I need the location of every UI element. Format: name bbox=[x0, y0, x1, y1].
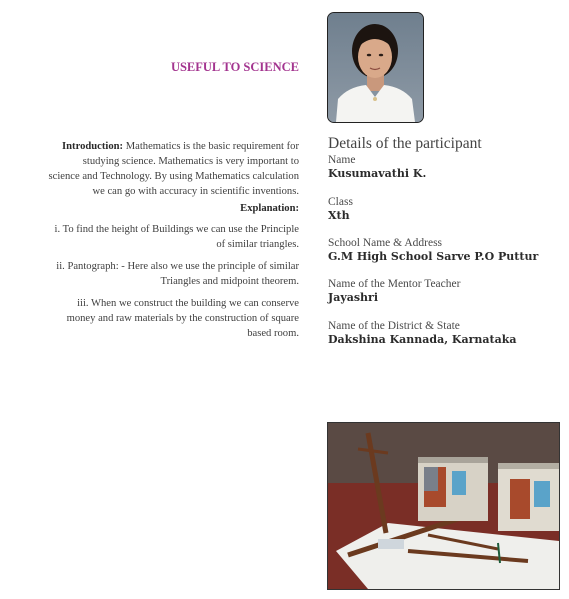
class-label: Class bbox=[328, 196, 353, 208]
name-label: Name bbox=[328, 154, 356, 166]
name-value: Kusumavathi K. bbox=[328, 167, 427, 180]
school-field bbox=[328, 236, 538, 264]
participant-photo bbox=[327, 12, 424, 123]
intro-label: Introduction: bbox=[62, 141, 124, 152]
district-field bbox=[328, 319, 516, 347]
intro-line: Mathematics is the basic requirement for bbox=[123, 141, 299, 152]
mentor-field bbox=[328, 277, 460, 305]
district-value: Dakshina Kannada, Karnataka bbox=[328, 333, 517, 346]
list-item: Triangles and midpoint theorem. bbox=[160, 276, 299, 287]
list-item: i. To find the height of Buildings we can use the Principle bbox=[54, 224, 299, 235]
section-heading: USEFUL TO SCIENCE bbox=[170, 60, 299, 74]
intro-line: we can go with accuracy in scientific inventions. bbox=[92, 186, 299, 197]
school-label: School Name & Address bbox=[328, 237, 443, 249]
mentor-value: Jayashri bbox=[328, 291, 379, 304]
name-field bbox=[328, 153, 426, 181]
school-value: G.M High School Sarve P.O Puttur bbox=[328, 250, 539, 263]
details-title: Details of the participant bbox=[328, 135, 482, 152]
list-item: money and raw materials by the construction of square bbox=[66, 313, 299, 324]
list-item: ii. Pantograph: - Here also we use the principle of similar bbox=[56, 261, 299, 272]
list-item: iii. When we construct the building we can conserve bbox=[77, 298, 299, 309]
list-item: based room. bbox=[247, 328, 299, 339]
class-field bbox=[328, 195, 353, 223]
list-item: of similar triangles. bbox=[216, 239, 299, 250]
intro-line: studying science. Mathematics is very important to bbox=[82, 156, 299, 167]
exhibit-photo bbox=[327, 422, 560, 590]
district-label: Name of the District & State bbox=[328, 320, 460, 332]
explanation-heading: Explanation: bbox=[240, 203, 299, 214]
mentor-label: Name of the Mentor Teacher bbox=[328, 278, 461, 290]
class-value: Xth bbox=[328, 209, 350, 222]
intro-line: science and Technology. By using Mathematics calculation bbox=[48, 171, 299, 182]
intro-text-block bbox=[8, 139, 299, 341]
